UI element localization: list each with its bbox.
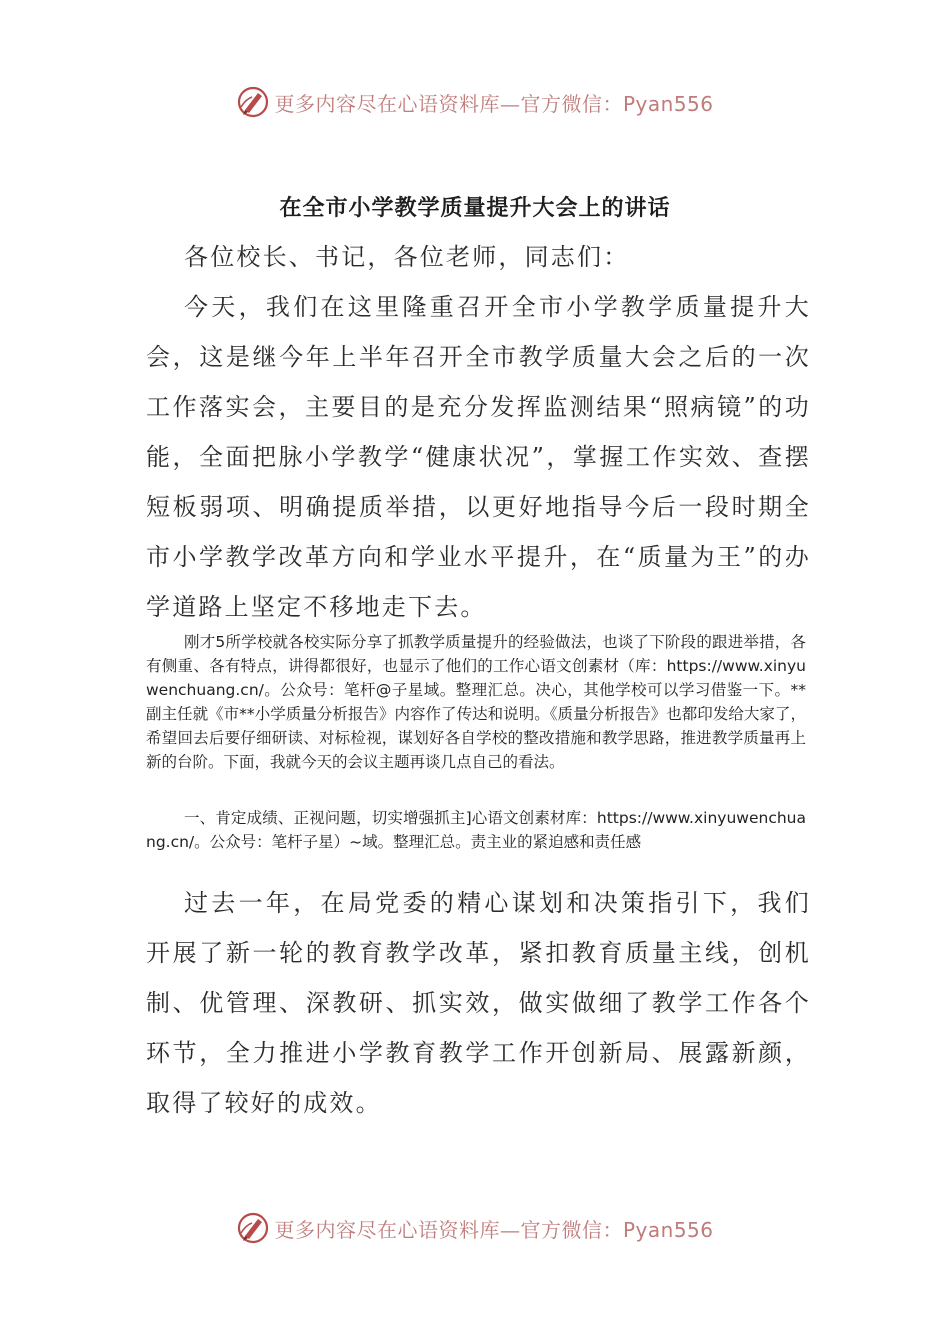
pen-logo-icon — [236, 1211, 270, 1245]
section-heading-1: 一、肯定成绩、正视问题，切实增强抓主]心语文创素材库：https://www.xinyuwenchuang.cn/。公众号：笔杆子星）~域。整理汇总。责主业的紧迫感和责任感 — [146, 809, 806, 851]
watermark-header — [0, 82, 950, 122]
watermark-wechat-id: Pyan556 — [622, 91, 714, 116]
salutation: 各位校长、书记，各位老师，同志们： — [184, 243, 630, 271]
paragraph-opening: 今天，我们在这里隆重召开全市小学教学质量提升大会，这是继今年上半年召开全市教学质量大会之后的一次工作落实会，主要目的是充分发挥监测结果“照病镜”的功能，全面把脉小学教学“健康状况”，掌握工作实效、查摆短板弱项、明确提质举措，以更好地指导今后一段时期全市小学教学改革方向和学业水平提升，在“质量为王”的办学道路上坚定不移地走下去。 — [146, 293, 811, 621]
watermark-text: 更多内容尽在心语资料库—官方微信：Pyan556 — [274, 91, 714, 116]
watermark-text: 更多内容尽在心语资料库—官方微信：Pyan556 — [274, 1217, 714, 1242]
watermark-footer — [0, 1208, 950, 1248]
watermark-wechat-id: Pyan556 — [622, 1217, 714, 1242]
document-title: 在全市小学教学质量提升大会上的讲话 — [279, 195, 671, 221]
pen-logo-icon — [236, 85, 270, 119]
paragraph-achievements: 过去一年，在局党委的精心谋划和决策指引下，我们开展了新一轮的教育教学改革，紧扣教育质量主线，创机制、优管理、深教研、抓实效，做实做细了教学工作各个环节，全力推进小学教育教学工作开创新局、展露新颜，取得了较好的成效。 — [146, 889, 811, 1117]
paragraph-speeches: 刚才5所学校就各校实际分享了抓教学质量提升的经验做法，也谈了下阶段的跟进举措，各有侧重、各有特点，讲得都很好，也显示了他们的工作心语文创素材（库：https://www.xinyuwenchuang.cn/。公众号：笔杆@子星域。整理汇总。决心，其他学校可以学习借鉴一下。**副主任就《市**小学质量分析报告》内容作了传达和说明。《质量分析报告》也都印发给大家了，希望回去后要仔细研读、对标检视，谋划好各自学校的整改措施和教学思路，推进教学质量再上新的台阶。下面，我就今天的会议主题再谈几点自己的看法。 — [146, 633, 806, 771]
